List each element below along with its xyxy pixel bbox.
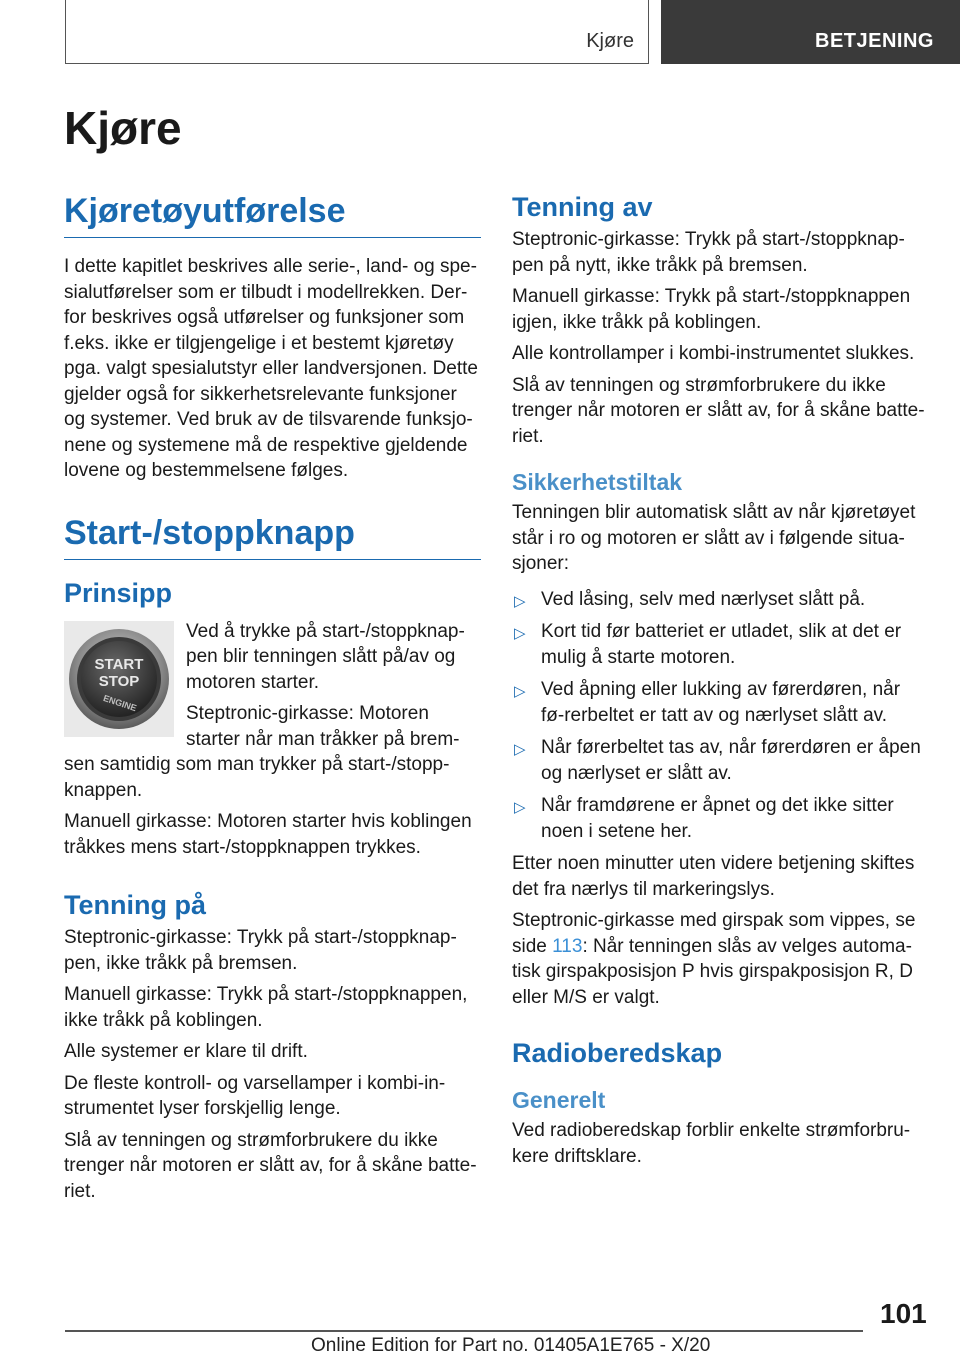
paragraph: Ved radioberedskap forblir enkelte strømforbru-kere driftsklare. [512, 1120, 911, 1167]
header-section: BETJENING [815, 30, 934, 52]
bullet-triangle-icon: ▷ [514, 683, 526, 700]
list-item: ▷ Ved låsing, selv med nærlyset slått på. [512, 587, 927, 613]
paragraph: Steptronic-girkasse: Trykk på start-/stoppknap-pen på nytt, ikke tråkk på bremsen. [512, 229, 905, 276]
paragraph: Manuell girkasse: Trykk på start-/stoppknappen, ikke tråkk på koblingen. [64, 984, 468, 1031]
heading-radio-ready: Radioberedskap [512, 1038, 723, 1068]
paragraph: Slå av tenningen og strømforbrukere du ikke trenger når motoren er slått av, for å skåne batte-riet. [512, 374, 925, 447]
paragraph: Ved å trykke på start-/stoppknap-pen blir tenningen slått på/av og motoren starter. [186, 620, 465, 693]
bullet-triangle-icon: ▷ [514, 741, 526, 758]
list-item: ▷ Ved åpning eller lukking av førerdøren, når fø-rerbeltet er tatt av og nærlyset slått av. [514, 679, 901, 726]
heading-ignition-on: Tenning på [64, 890, 206, 920]
button-text-engine: ENGINE [101, 692, 138, 713]
page-title: Kjøre [64, 102, 182, 154]
right-column [512, 192, 927, 1175]
section-title-vehicle-design: Kjøretøyutførelse [64, 192, 481, 238]
heading-principle: Prinsipp [64, 577, 173, 608]
paragraph: Steptronic-girkasse med girspak som vippes, se side 113: Når tenningen slås av velges automa-tisk girspakposisjon P hvis girspakposisjon R, D eller M/S er valgt. [512, 910, 916, 1008]
paragraph: Alle systemer er klare til drift. [64, 1041, 308, 1062]
start-stop-button-icon [64, 621, 174, 737]
list-item: ▷ Når framdørene er åpnet og det ikke sitter noen i setene her. [514, 795, 894, 842]
button-text-start: START [94, 655, 144, 673]
paragraph: Etter noen minutter uten videre betjening skiftes det fra nærlys til markeringslys. [512, 853, 915, 900]
button-text-stop: STOP [98, 672, 140, 690]
heading-ignition-off: Tenning av [512, 192, 653, 222]
footer-edition: Online Edition for Part no. 01405A1E765 - X/20 [311, 1335, 711, 1356]
header-chapter-box [65, 0, 649, 64]
paragraph: Manuell girkasse: Trykk på start-/stoppknappen igjen, ikke tråkk på koblingen. [512, 286, 911, 333]
paragraph: Steptronic-girkasse: Trykk på start-/stoppknap-pen, ikke tråkk på bremsen. [64, 927, 457, 974]
header-chapter: Kjøre [586, 30, 634, 52]
paragraph: Alle kontrollamper i kombi-instrumentet slukkes. [512, 343, 915, 364]
list-item: ▷ Når førerbeltet tas av, når førerdøren er åpen og nærlyset er slått av. [514, 737, 921, 784]
paragraph: Manuell girkasse: Motoren starter hvis koblingen tråkkes mens start-/stoppknappen trykkes. [64, 811, 472, 858]
heading-general: Generelt [512, 1087, 606, 1113]
paragraph: Tenningen blir automatisk slått av når kjøretøyet står i ro og motoren er slått av i følgende situa-sjoner: [512, 502, 916, 574]
list-item: ▷ Kort tid før batteriet er utladet, slik at det er mulig å starte motoren. [514, 621, 902, 668]
heading-safety-measures: Sikkerhetstiltak [512, 469, 683, 495]
safety-list [512, 587, 927, 845]
paragraph: I dette kapitlet beskrives alle serie-, land- og spe-sialutførelser som er tilbudt i modellrekken. Der-for beskrives også utførelser og funksjoner som f.eks. ikke er tilgjengelige i et bestemt kjøretøy pga. valgt spesialutstyr eller landversjonen. Dette gjelder også for sikkerhetsrelevante funksjoner og systemer. Ved bruk av de tilsvarende funksjo-nene og systemene må de respektive gjeldende lovene og bestemmelsene følges. [64, 256, 479, 481]
bullet-triangle-icon: ▷ [514, 799, 526, 816]
footer-divider [65, 1330, 863, 1332]
paragraph: Slå av tenningen og strømforbrukere du ikke trenger når motoren er slått av, for å skåne batte-riet. [64, 1129, 477, 1202]
bullet-triangle-icon: ▷ [514, 625, 526, 642]
header-section-box [661, 0, 960, 64]
paragraph: Steptronic-girkasse: Motoren starter når man tråkker på brem-sen samtidig som man trykker på start-/stopp-knappen. [64, 703, 460, 801]
start-stop-button-image [64, 621, 174, 737]
page-reference-link[interactable]: 113 [552, 935, 583, 957]
paragraph: De fleste kontroll- og varsellamper i kombi-in-strumentet lyser forskjellig lenge. [64, 1072, 446, 1119]
bullet-triangle-icon: ▷ [514, 592, 526, 610]
page-number: 101 [880, 1298, 927, 1329]
section-title-start-stop: Start-/stoppknapp [64, 514, 481, 560]
left-column [64, 192, 481, 1210]
